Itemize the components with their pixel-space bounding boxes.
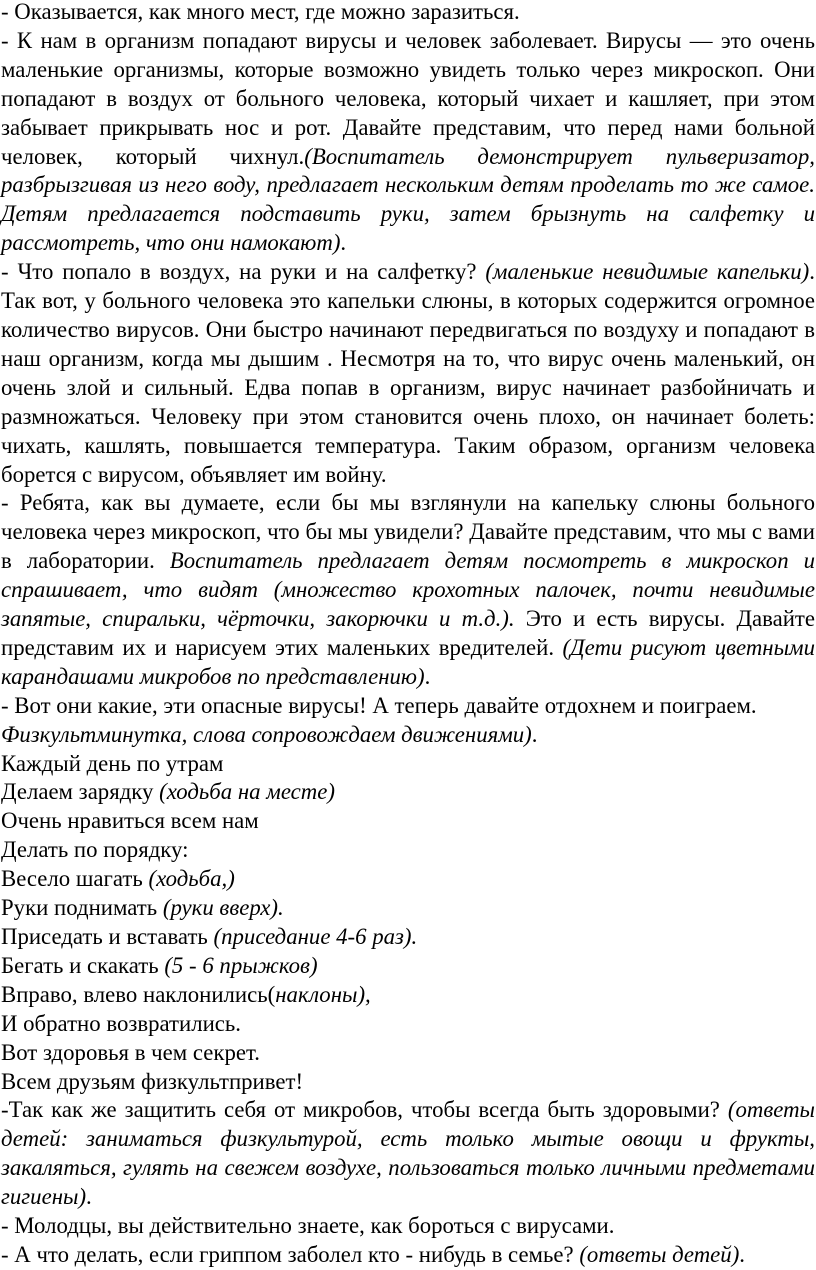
poem-line-text: Очень нравиться всем нам (1, 808, 259, 834)
poem-line (1, 1068, 815, 1097)
punctuation: . (86, 1184, 92, 1210)
poem-line-text: Вот здоровья в чем секрет. (1, 1039, 260, 1065)
text-intro: - Оказывается, как много мест, где можно заразиться. (1, 0, 520, 24)
poem-line (1, 981, 815, 1010)
text-question-air: - Что попало в воздух, на руки и на салфетку? (1, 259, 477, 285)
remark-droplets: (маленькие невидимые капельки) (476, 259, 810, 285)
poem-line-note: (ходьба,) (148, 866, 235, 892)
punctuation: . (424, 663, 431, 689)
text-protection-question: -Так как же защитить себя от микробов, чтобы всегда быть здоровыми? (1, 1097, 720, 1123)
paragraph-droplets (1, 258, 815, 489)
remark-exercise: Физкультминутка, слова сопровождаем движениями) (1, 721, 532, 747)
text-viruses: - К нам в организм попадают вирусы и человек заболевает. Вирусы — это очень маленькие организмы, которые возможно увидеть только через микроскоп. Они попадают в воздух от больного человека, который чихает и кашляет, при этом забывает прикрывать нос и рот. Давайте представим, что перед нами больной человек, который чихнул. (1, 27, 815, 169)
poem-line (1, 750, 815, 779)
poem-line-text: Руки поднимать (1, 895, 163, 921)
poem-line-note: (руки вверх). (162, 895, 284, 921)
poem-line-text: И обратно возвратились. (1, 1010, 242, 1036)
poem-line (1, 1010, 815, 1039)
poem-line-note: наклоны), (275, 981, 371, 1007)
paragraph-protection (1, 1096, 815, 1212)
poem-line-text: Всем друзьям физкультпривет! (1, 1068, 304, 1094)
remark-microscope: Воспитатель предлагает детям посмотреть в микроскоп и спрашивает, что видят (множество крохотных палочек, почти невидимые запятые, спиральки, чёрточки, закорючки и т.д.). (1, 548, 816, 632)
paragraph-microscope (1, 489, 815, 691)
text-droplets-explanation: . Так вот, у больного человека это капельки слюны, в которых содержится огромное количество вирусов. Они быстро начинают передвигаться по воздуху и попадают в наш организм, когда мы дышим . Несмотря на то, что вирус очень маленький, он очень злой и сильный. Едва попав в организм, вирус начинает разбойничать и размножаться. Человеку при этом становится очень плохо, он начинает болеть: чихать, кашлять, повышается температура. Таким образом, организм человека борется с вирусом, объявляет им войну. (1, 259, 815, 487)
paragraph-rest (1, 692, 815, 721)
poem-line (1, 778, 815, 807)
poem-line-note: (приседание 4-6 раз). (213, 924, 418, 949)
poem-line (1, 807, 815, 836)
poem-line-text: Каждый день по утрам (1, 750, 224, 776)
document-page (1, 0, 815, 1270)
poem-line-note: (5 - 6 прыжков) (164, 952, 318, 978)
paragraph-intro (1, 0, 815, 27)
text-rest: - Вот они какие, эти опасные вирусы! А теперь давайте отдохнем и поиграем. (1, 692, 757, 718)
remark-answers: (ответы детей) (573, 1241, 740, 1267)
poem-line (1, 894, 815, 923)
punctuation: . (340, 230, 347, 256)
poem-line-text: Приседать и вставать (1, 924, 214, 949)
poem-line (1, 865, 815, 894)
text-microscope-question: - Ребята, как вы думаете, если бы мы взглянули на капельку слюны больного человека через микроскоп, что бы мы увидели? Давайте представим, что мы с вами в лаборатории. (1, 490, 815, 574)
poem-line-text: Весело шагать (1, 866, 149, 892)
poem-line (1, 952, 815, 981)
punctuation: . (739, 1241, 745, 1267)
remark-sprayer: (Воспитатель демонстрирует пульверизатор, разбрызгивая из него воду, предлагает нескольким детям проделать то же самое. Детям предлагается подставить руки, затем брызнуть на салфетку и рассмотреть, что они намокают) (1, 143, 815, 256)
remark-children-answers: (ответы детей: заниматься физкультурой, есть только мытые овощи и фрукты, закаляться, гулять на свежем воздухе, пользоваться только личными предметами гигиены) (1, 1097, 815, 1210)
exercise-poem (1, 750, 815, 1097)
poem-line-text: Бегать и скакать (1, 952, 165, 978)
poem-line-note: (ходьба на месте) (159, 779, 335, 805)
punctuation: . (531, 721, 538, 747)
poem-line (1, 1039, 815, 1068)
remark-drawing: (Дети рисуют цветными карандашами микробов по представлению) (1, 634, 815, 689)
paragraph-family-flu (1, 1241, 815, 1270)
poem-line (1, 923, 815, 952)
poem-line-text: Делаем зарядку (1, 779, 160, 805)
poem-line-text: Вправо, влево наклонились( (1, 981, 276, 1007)
text-family-flu: - А что делать, если гриппом заболел кто - нибудь в семье? (1, 1241, 574, 1267)
paragraph-viruses (1, 27, 815, 258)
poem-line-text: Делать по порядку: (1, 837, 189, 863)
paragraph-exercise-title (1, 721, 815, 750)
poem-line (1, 836, 815, 865)
text-draw-viruses: Это и есть вирусы. Давайте представим их и нарисуем этих маленьких вредителей. (1, 606, 815, 660)
paragraph-praise (1, 1212, 815, 1241)
text-praise: - Молодцы, вы действительно знаете, как бороться с вирусами. (1, 1213, 615, 1239)
